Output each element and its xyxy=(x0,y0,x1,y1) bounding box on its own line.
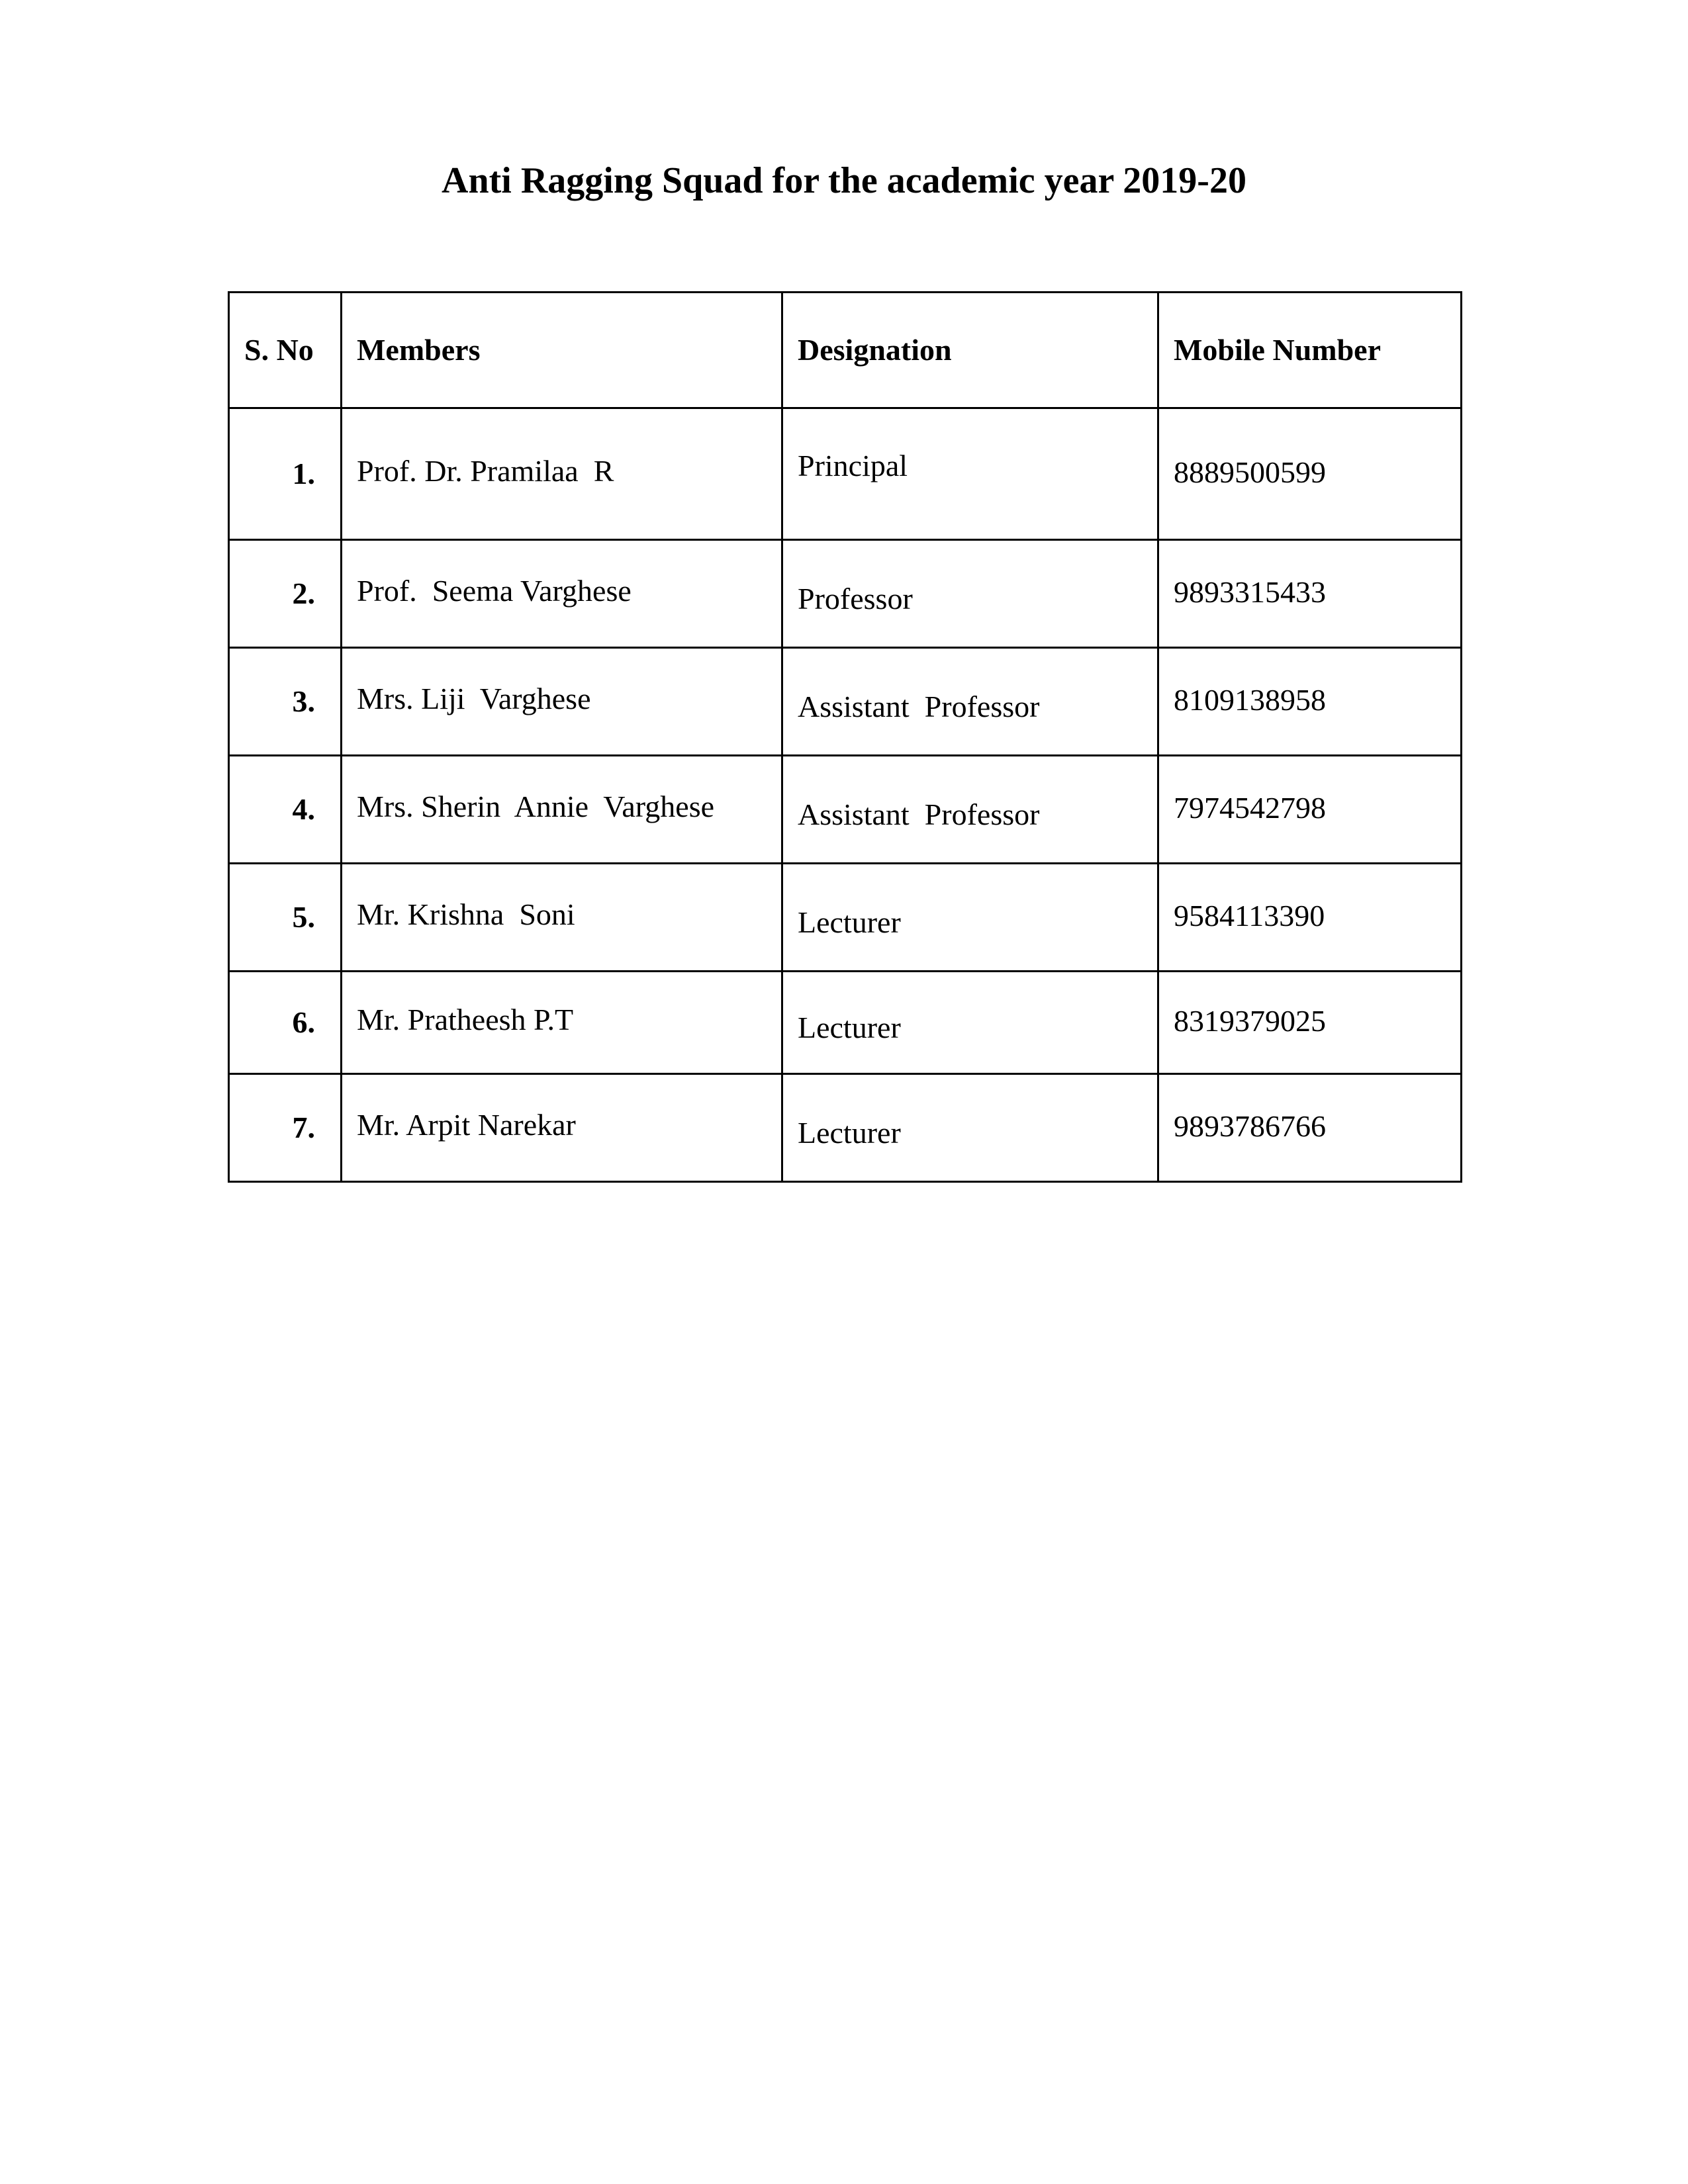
table-row xyxy=(229,972,1462,1074)
cell-mobile xyxy=(1158,972,1462,1074)
sno-text: 2. xyxy=(292,576,315,611)
header-sno: S. No xyxy=(229,293,342,408)
header-designation: Designation xyxy=(782,293,1158,408)
sno-text: 5. xyxy=(292,900,315,934)
cell-mobile xyxy=(1158,540,1462,648)
cell-member xyxy=(342,408,782,540)
cell-sno xyxy=(229,648,342,756)
designation-text: Lecturer xyxy=(798,1116,901,1150)
cell-sno xyxy=(229,864,342,972)
document-title: Anti Ragging Squad for the academic year 2019-20 xyxy=(442,160,1246,201)
mobile-text: 9584113390 xyxy=(1174,899,1325,933)
header-members: Members xyxy=(342,293,782,408)
cell-designation xyxy=(782,540,1158,648)
designation-text: Lecturer xyxy=(798,905,901,940)
cell-sno xyxy=(229,408,342,540)
sno-text: 7. xyxy=(292,1111,315,1145)
cell-designation xyxy=(782,972,1158,1074)
cell-mobile xyxy=(1158,1074,1462,1182)
cell-designation xyxy=(782,408,1158,540)
cell-sno xyxy=(229,756,342,864)
cell-member xyxy=(342,756,782,864)
cell-mobile xyxy=(1158,408,1462,540)
cell-designation xyxy=(782,756,1158,864)
designation-text: Lecturer xyxy=(798,1011,901,1045)
cell-member xyxy=(342,864,782,972)
cell-designation xyxy=(782,864,1158,972)
designation-text: Assistant Professor xyxy=(798,797,1040,832)
table-row xyxy=(229,1074,1462,1182)
designation-text: Professor xyxy=(798,582,913,616)
cell-designation xyxy=(782,648,1158,756)
mobile-text: 8109138958 xyxy=(1174,683,1326,717)
table-row xyxy=(229,408,1462,540)
sno-text: 1. xyxy=(292,457,315,491)
sno-text: 6. xyxy=(292,1005,315,1040)
member-text: Mrs. Sherin Annie Varghese xyxy=(357,790,715,824)
cell-mobile xyxy=(1158,648,1462,756)
member-text: Mrs. Liji Varghese xyxy=(357,682,591,716)
member-text: Mr. Arpit Narekar xyxy=(357,1108,576,1142)
member-text: Mr. Pratheesh P.T xyxy=(357,1003,574,1037)
table-header-row xyxy=(229,293,1462,408)
mobile-text: 8319379025 xyxy=(1174,1004,1326,1038)
squad-table xyxy=(228,291,1462,1183)
table-row xyxy=(229,540,1462,648)
sno-text: 4. xyxy=(292,792,315,827)
designation-text: Principal xyxy=(798,449,908,483)
cell-member xyxy=(342,972,782,1074)
cell-sno xyxy=(229,972,342,1074)
member-text: Prof. Seema Varghese xyxy=(357,574,632,608)
sno-text: 3. xyxy=(292,684,315,719)
cell-member xyxy=(342,1074,782,1182)
member-text: Prof. Dr. Pramilaa R xyxy=(357,454,614,488)
table-row xyxy=(229,756,1462,864)
cell-mobile xyxy=(1158,756,1462,864)
designation-text: Assistant Professor xyxy=(798,690,1040,724)
mobile-text: 7974542798 xyxy=(1174,791,1326,825)
cell-designation xyxy=(782,1074,1158,1182)
mobile-text: 9893315433 xyxy=(1174,575,1326,610)
header-mobile: Mobile Number xyxy=(1158,293,1462,408)
cell-member xyxy=(342,648,782,756)
cell-mobile xyxy=(1158,864,1462,972)
table-row xyxy=(229,864,1462,972)
cell-sno xyxy=(229,1074,342,1182)
mobile-text: 9893786766 xyxy=(1174,1109,1326,1144)
table-row xyxy=(229,648,1462,756)
cell-member xyxy=(342,540,782,648)
cell-sno xyxy=(229,540,342,648)
member-text: Mr. Krishna Soni xyxy=(357,897,575,932)
mobile-text: 8889500599 xyxy=(1174,455,1326,490)
